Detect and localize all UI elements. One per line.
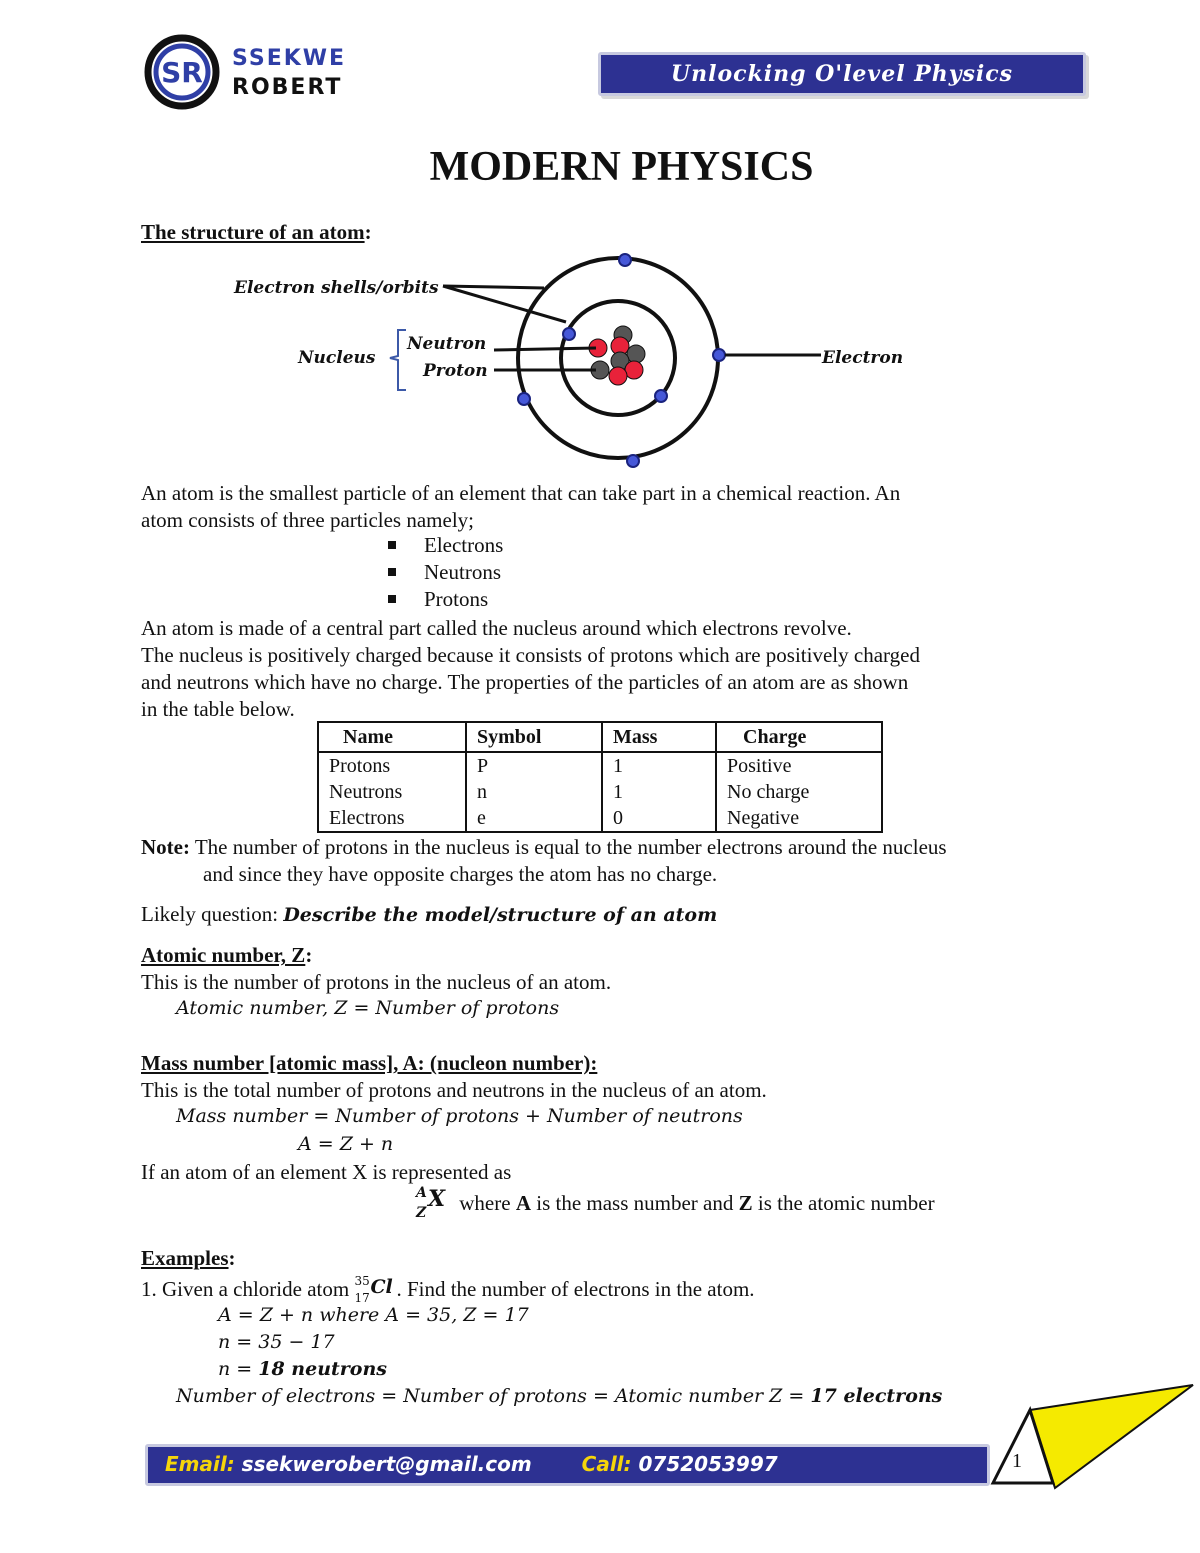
table-header-row [318,722,882,752]
page-title: MODERN PHYSICS [429,144,814,190]
paragraph-nucleus: An atom is made of a central part called the nucleus around which electrons revolve. The nucleus is positively charged because it consists of protons which are positively charged and neutrons which have no charge. The properties of the particles of an atom are as shown in the table below. [141,616,920,721]
example-step-4: Number of electrons = Number of protons = Atomic number Z = 17 electrons [176,1385,943,1407]
example-step-1: A = Z + n where A = 35, Z = 17 [218,1304,529,1326]
mass-number-equation: A = Z + n [298,1133,394,1155]
footer-contact [165,1452,778,1476]
page-corner-decoration [985,1380,1200,1490]
particle-properties-table [317,721,883,833]
logo-name-last: ROBERT [232,75,343,100]
example-step-2: n = 35 − 17 [218,1331,335,1353]
table-row: Protons P 1 Positive [318,752,882,779]
table-row: Electrons e 0 Negative [318,805,882,832]
email-label: Email: [165,1452,235,1476]
label-proton: Proton [423,361,488,381]
phone-number: 0752053997 [631,1452,778,1476]
email-address: ssekwerobert@gmail.com [234,1452,532,1476]
call-label: Call: [581,1452,632,1476]
note: Note: The number of protons in the nucleus is equal to the number electrons around the nucleus and since they have opposite charges the atom has no charge. [141,835,947,886]
logo-emblem [142,32,222,112]
mass-number-definition: This is the total number of protons and neutrons in the nucleus of an atom. [141,1078,767,1102]
nuclide-symbol: A Z X [416,1185,446,1221]
label-electron-shells: Electron shells/orbits [234,278,439,298]
particle-list [388,532,503,613]
nucleus-particles [589,326,645,385]
example-step-3: n = 18 neutrons [218,1358,387,1380]
label-electron: Electron [822,348,904,368]
atomic-number-definition: This is the number of protons in the nucleus of an atom. [141,970,612,994]
list-item: Neutrons [388,559,503,586]
label-neutron: Neutron [407,334,487,354]
label-nucleus: Nucleus [298,348,376,368]
example-question-1: 1. Given a chloride atom 35 17 Cl . Find the number of electrons in the atom. [141,1274,755,1305]
logo-initials: SR [161,56,203,89]
paragraph-atom-definition: An atom is the smallest particle of an element that can take part in a chemical reaction. An atom consists of three particles namely; [141,481,901,532]
section-heading-atomic-number: Atomic number, Z: [141,943,313,967]
section-heading-structure: The structure of an atom: [141,220,372,244]
page-number: 1 [1012,1450,1022,1472]
representation-text: If an atom of an element X is represented as [141,1160,512,1184]
section-heading-mass-number: Mass number [atomic mass], A: (nucleon number): [141,1051,598,1075]
header-banner [598,52,1086,96]
column-header: Mass [602,722,716,752]
likely-question: Likely question: Describe the model/structure of an atom [141,902,718,926]
logo-name-first: SSEKWE [232,46,347,71]
column-header: Name [318,722,466,752]
list-item: Electrons [388,532,503,559]
column-header: Charge [716,722,882,752]
column-header: Symbol [466,722,602,752]
list-item: Protons [388,586,503,613]
nuclide-notation-line: A Z X where A is the mass number and Z is the atomic number [416,1185,935,1221]
table-row: Neutrons n 1 No charge [318,779,882,805]
atomic-number-formula: Atomic number, Z = Number of protons [176,997,560,1019]
section-heading-examples: Examples: [141,1246,236,1270]
chlorine-nuclide: 35 17 Cl [354,1274,393,1305]
banner-text: Unlocking O'level Physics [670,61,1014,87]
mass-number-formula: Mass number = Number of protons + Number of neutrons [176,1105,743,1127]
